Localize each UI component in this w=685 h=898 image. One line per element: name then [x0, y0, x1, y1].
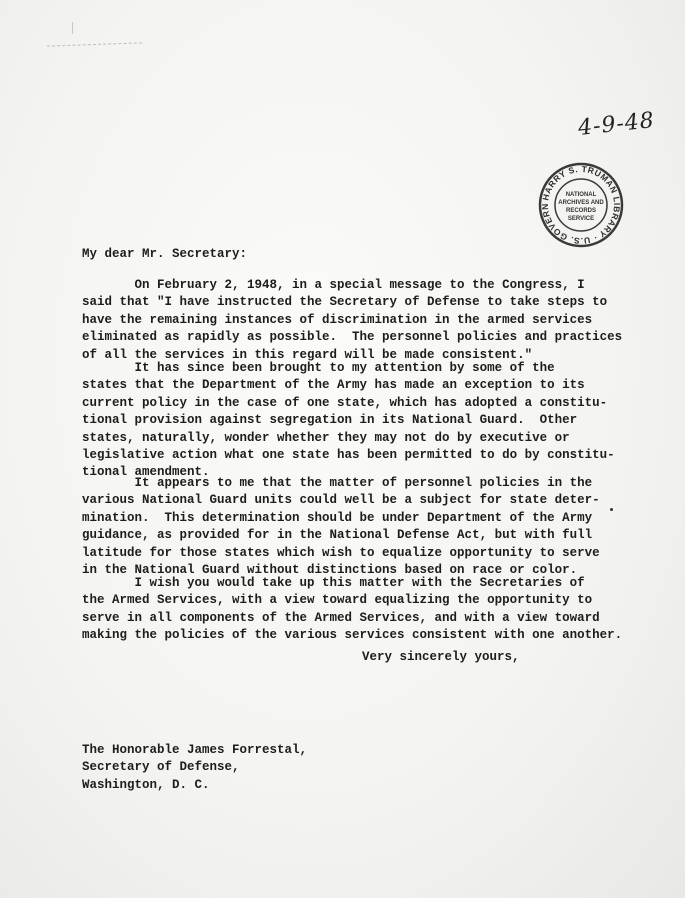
recipient-address — [82, 742, 307, 794]
stamp-line-4: SERVICE — [567, 216, 595, 222]
paragraph-line: making the policies of the various services consistent with one another. — [82, 628, 623, 643]
paragraph-line: tional amendment. — [82, 465, 210, 480]
paragraph-2 — [82, 360, 622, 482]
ink-speck — [610, 508, 613, 511]
stamp-outer-text: HARRY S. TRUMAN LIBRARY · U.S. GOVERN — [539, 163, 623, 247]
paragraph-1 — [82, 277, 622, 364]
stamp-line-3: RECORDS — [565, 208, 597, 214]
archive-stamp — [538, 162, 624, 248]
paragraph-line: the Armed Services, with a view toward equalizing the opportunity to — [82, 593, 593, 608]
paragraph-line: states, naturally, wonder whether they may not do by executive or — [82, 430, 570, 445]
paragraph-line: It has since been brought to my attention by some of the — [82, 361, 555, 375]
paragraph-line: in the National Guard without distinctions based on race or color. — [82, 563, 578, 578]
paragraph-3 — [82, 475, 622, 579]
handwritten-date: 4-9-48 — [576, 108, 656, 141]
paragraph-line: On February 2, 1948, in a special message to the Congress, I — [82, 278, 585, 292]
salutation: My dear Mr. Secretary: — [82, 247, 248, 261]
paper-crease — [47, 42, 142, 52]
paragraph-line: various National Guard units could well be a subject for state deter- — [82, 493, 600, 508]
paragraph-line: tional provision against segregation in its National Guard. Other — [82, 413, 578, 428]
paragraph-line: It appears to me that the matter of personnel policies in the — [82, 476, 593, 490]
paragraph-line: said that "I have instructed the Secretary of Defense to take steps to — [82, 295, 608, 310]
paragraph-line: guidance, as provided for in the National Defense Act, but with full — [82, 528, 593, 543]
stamp-line-1: NATIONAL — [565, 192, 597, 198]
paragraph-line: states that the Department of the Army has made an exception to its — [82, 378, 585, 393]
paragraph-line: I wish you would take up this matter with the Secretaries of — [82, 576, 585, 590]
address-line: The Honorable James Forrestal, — [82, 743, 308, 757]
paragraph-line: of all the services in this regard will be made consistent." — [82, 347, 533, 362]
address-line: Secretary of Defense, — [82, 760, 240, 775]
stamp-line-2: ARCHIVES AND — [558, 200, 604, 206]
paragraph-4 — [82, 575, 622, 645]
address-line: Washington, D. C. — [82, 777, 210, 792]
paragraph-line: legislative action what one state has been permitted to do by constitu- — [82, 448, 615, 463]
paragraph-line: eliminated as rapidly as possible. The personnel policies and practices — [82, 330, 623, 345]
closing: Very sincerely yours, — [362, 650, 520, 664]
paragraph-line: serve in all components of the Armed Services, and with a view toward — [82, 610, 600, 625]
archive-stamp-seal-icon — [538, 162, 624, 248]
paragraph-line: have the remaining instances of discrimination in the armed services — [82, 312, 593, 327]
paragraph-line: current policy in the case of one state, which has adopted a constitu- — [82, 395, 608, 410]
paragraph-line: mination. This determination should be under Department of the Army — [82, 510, 593, 525]
paragraph-line: latitude for those states which wish to equalize opportunity to serve — [82, 545, 600, 560]
paper-mark — [72, 22, 73, 34]
